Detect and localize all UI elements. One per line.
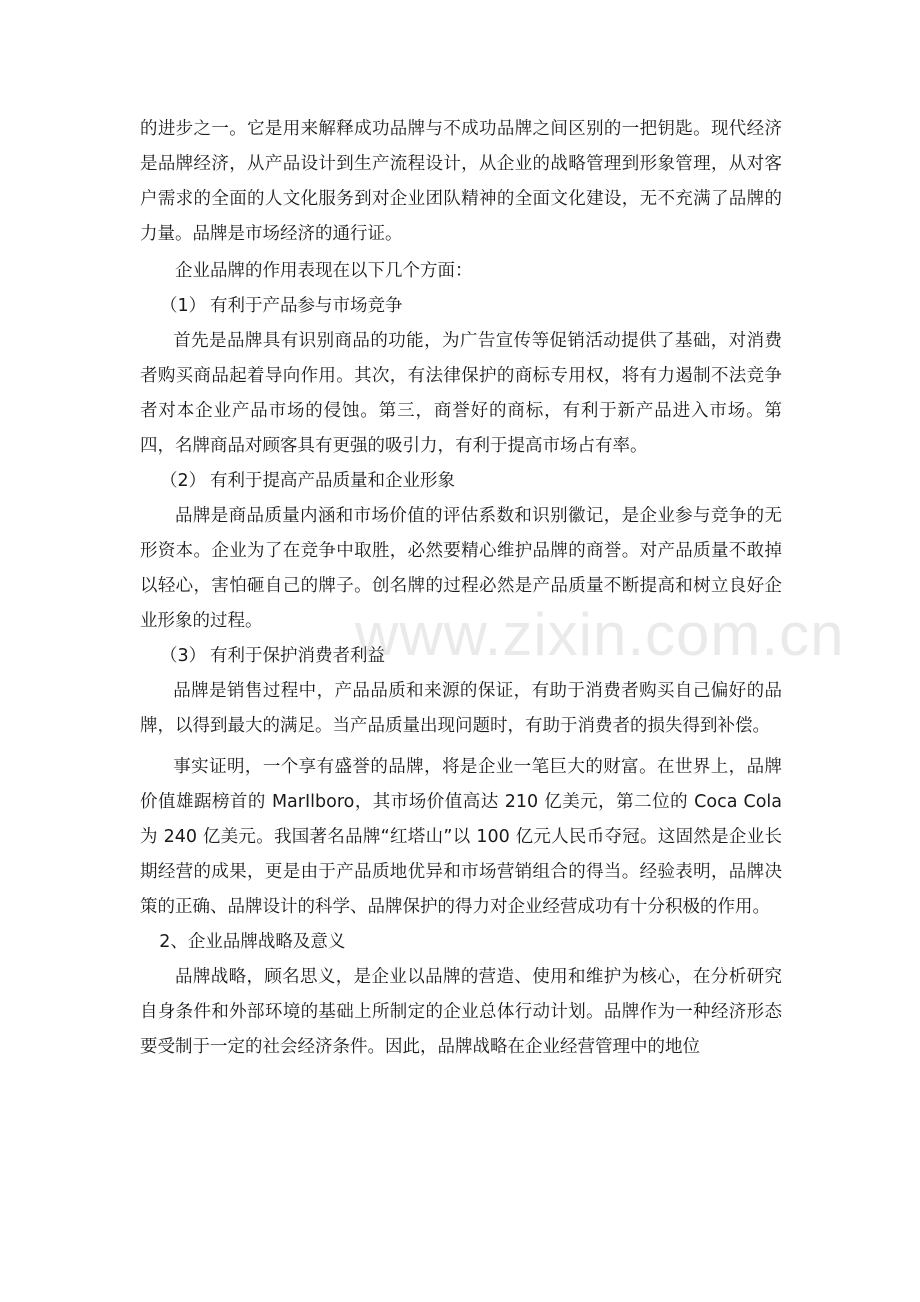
paragraph-intro: 的进步之一。它是用来解释成功品牌与不成功品牌之间区别的一把钥匙。现代经济是品牌经济，从产品设计到生产流程设计，从企业的战略管理到形象管理，从对客户需求的全面的人文化服务到对企业团队精神的全面文化建设，无不充满了品牌的力量。品牌是市场经济的通行证。: [140, 119, 782, 244]
list-text: 有利于提高产品质量和企业形象: [210, 471, 455, 491]
paragraph-function-3: 品牌是销售过程中，产品品质和来源的保证，有助于消费者购买自己偏好的品牌，以得到最大的满足。当产品质量出现问题时，有助于消费者的损失得到补偿。: [140, 681, 782, 736]
section-heading: 2、企业品牌战略及意义: [159, 932, 346, 952]
list-item-3: [140, 639, 782, 674]
list-item-1: [140, 289, 782, 324]
paragraph-facts: 事实证明，一个享有盛誉的品牌，将是企业一笔巨大的财富。在世界上，品牌价值雄踞榜首的 MarIlboro，其市场价值高达 210 亿美元，第二位的 Coca Cola 为 240 亿美元。我国著名品牌“红塔山”以 100 亿元人民币夺冠。这固然是企业长期经营的成果，更是由于产品质地优异和市场营销组合的得当。经验表明，品牌决策的正确、品牌设计的科学、品牌保护的得力对企业经营成功有十分积极的作用。: [140, 757, 782, 917]
list-number: （1）: [160, 296, 207, 316]
paragraph-function-2: 品牌是商品质量内涵和市场价值的评估系数和识别徽记，是企业参与竞争的无形资本。企业为了在竞争中取胜，必然要精心维护品牌的商誉。对产品质量不敢掉以轻心，害怕砸自己的牌子。创名牌的过程必然是产品质量不断提高和树立良好企业形象的过程。: [140, 506, 782, 631]
paragraph-functions-lead: 企业品牌的作用表现在以下几个方面：: [175, 261, 473, 281]
list-text: 有利于产品参与市场竞争: [210, 296, 403, 316]
list-number: （3）: [160, 646, 207, 666]
list-number: （2）: [160, 471, 207, 491]
watermark: www.zixin.com.cn: [355, 601, 845, 668]
list-text: 有利于保护消费者利益: [210, 646, 385, 666]
paragraph-function-1: 首先是品牌具有识别商品的功能，为广告宣传等促销活动提供了基础，对消费者购买商品起着导向作用。其次，有法律保护的商标专用权，将有力遏制不法竞争者对本企业产品市场的侵蚀。第三，商誉好的商标，有利于新产品进入市场。第四，名牌商品对顾客具有更强的吸引力，有利于提高市场占有率。: [140, 331, 782, 456]
list-item-2: [140, 464, 782, 499]
paragraph-strategy: 品牌战略，顾名思义，是企业以品牌的营造、使用和维护为核心，在分析研究自身条件和外部环境的基础上所制定的企业总体行动计划。品牌作为一种经济形态要受制于一定的社会经济条件。因此，品牌战略在企业经营管理中的地位: [140, 967, 782, 1057]
document-body: [140, 112, 782, 1065]
